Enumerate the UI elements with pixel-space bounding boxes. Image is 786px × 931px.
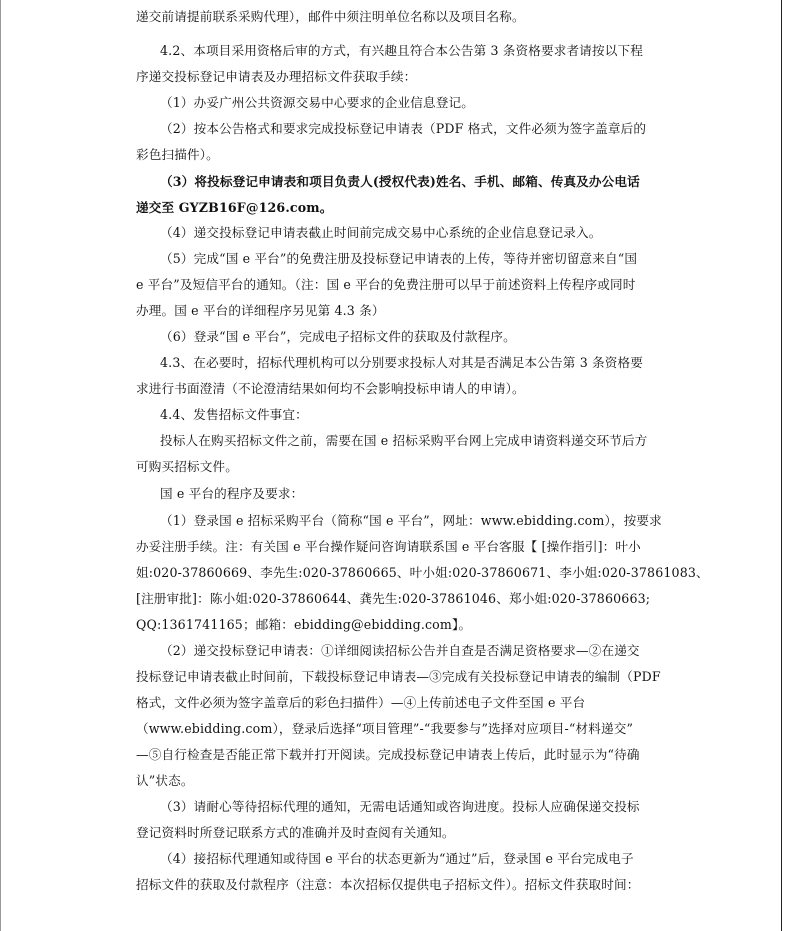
subheading: 国 e 平台的程序及要求： (160, 486, 304, 501)
text-line: 办理。国 e 平台的详细程序另见第 4.3 条） (136, 303, 385, 318)
list-item: （1）登录国 e 招标采购平台（简称“国 e 平台”，网址：www.ebidding.com），按要求 (160, 513, 662, 528)
contact-line: [注册审批]：陈小姐:020-37860644、龚先生:020-37861046、郑小姐:020-37860663; (136, 591, 651, 606)
list-item-bold: （3）将投标登记申请表和项目负责人(授权代表)姓名、手机、邮箱、传真及办公电话 (160, 174, 640, 189)
list-item: （3）请耐心等待招标代理的通知，无需电话通知或咨询进度。投标人应确保递交投标 (160, 799, 640, 814)
clause-4-4: 4.4、发售招标文件事宜： (160, 407, 308, 422)
clause-4-2: 4.2、本项目采用资格后审的方式，有兴趣且符合本公告第 3 条资格要求者请按以下程 (160, 43, 643, 58)
text-line: 求进行书面澄清（不论澄清结果如何均不会影响投标申请人的申请）。 (136, 381, 525, 396)
list-item: （2）递交投标登记申请表：①详细阅读招标公告并自查是否满足资格要求—②在递交 (160, 643, 640, 658)
text-line: 认”状态。 (136, 773, 194, 788)
list-item: （2）按本公告格式和要求完成投标登记申请表（PDF 格式，文件必须为签字盖章后的 (160, 121, 647, 136)
email-line-bold: 递交至 GYZB16F@126.com。 (136, 200, 333, 215)
text-line: 可购买招标文件。 (136, 459, 238, 474)
page-left-border (0, 0, 1, 931)
list-item: （5）完成“国 e 平台”的免费注册及投标登记申请表的上传，等待并密切留意来自“国 (160, 251, 638, 266)
text-line: （www.ebidding.com），登录后选择“项目管理”-“我要参与”选择对应项目-“材料递交” (136, 721, 634, 736)
text-line: 递交前请提前联系采购代理），邮件中须注明单位名称以及项目名称。 (136, 9, 525, 24)
text-line: 彩色扫描件）。 (136, 147, 219, 162)
text-line: 格式，文件必须为签字盖章后的彩色扫描件）—④上传前述电子文件至国 e 平台 (136, 695, 586, 710)
list-item: （6）登录“国 e 平台”，完成电子招标文件的获取及付款程序。 (160, 329, 516, 344)
text-line: e 平台”及短信平台的通知。（注：国 e 平台的免费注册可以早于前述资料上传程序或同时 (136, 277, 636, 292)
text-line: 办妥注册手续。注：有关国 e 平台操作疑问咨询请联系国 e 平台客服【 [操作指引]：叶小 (136, 539, 641, 554)
text-line: 投标人在购买招标文件之前，需要在国 e 招标采购平台网上完成申请资料递交环节后方 (160, 433, 648, 448)
list-item: （4）接招标代理通知或待国 e 平台的状态更新为“通过”后，登录国 e 平台完成电子 (160, 851, 634, 866)
text-line: 招标文件的获取及付款程序（注意：本次招标仅提供电子招标文件）。招标文件获取时间： (136, 877, 640, 892)
contact-line: 姐:020-37860669、李先生:020-37860665、叶小姐:020-37860671、李小姐:020-37861083、 (136, 565, 709, 580)
page-right-border (781, 0, 782, 931)
list-item: （4）递交投标登记申请表截止时间前完成交易中心系统的企业信息登记录入。 (160, 225, 602, 240)
list-item: （1）办妥广州公共资源交易中心要求的企业信息登记。 (160, 95, 475, 110)
text-line: 序递交投标登记申请表及办理招标文件获取手续： (136, 69, 417, 84)
text-line: 登记资料时所登记联系方式的准确并及时查阅有关通知。 (136, 825, 455, 840)
text-line: 投标登记申请表截止时间前，下载投标登记申请表—③完成有关投标登记申请表的编制（PDF (136, 669, 661, 684)
contact-line: QQ:1361741165；邮箱：ebidding@ebidding.com】。 (136, 617, 472, 632)
text-line: —⑤自行检查是否能正常下载并打开阅读。完成投标登记申请表上传后，此时显示为“待确 (136, 747, 640, 762)
clause-4-3: 4.3、在必要时，招标代理机构可以分别要求投标人对其是否满足本公告第 3 条资格要 (160, 355, 643, 370)
